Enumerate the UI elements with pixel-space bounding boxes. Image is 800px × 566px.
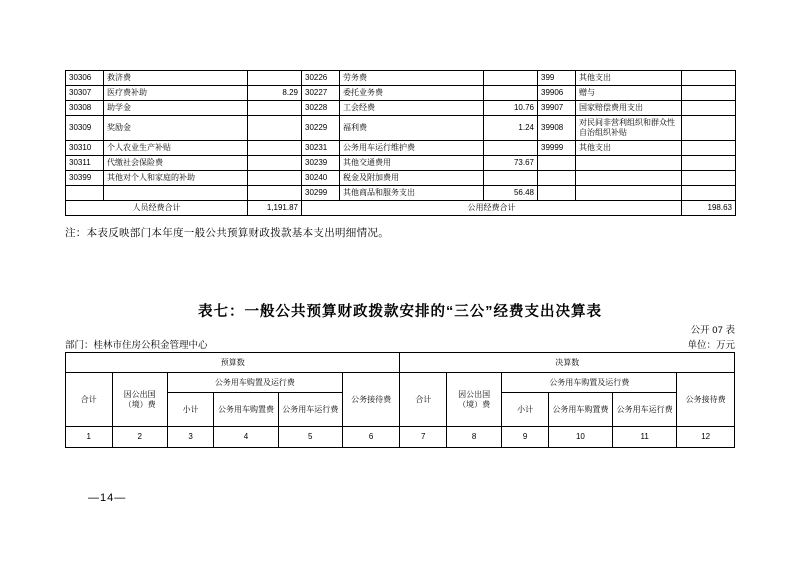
public-total-label: 公用经费合计 <box>302 201 682 216</box>
item-amount <box>484 71 538 86</box>
item-amount <box>682 171 736 186</box>
item-amount <box>484 171 538 186</box>
item-amount <box>248 156 302 171</box>
item-code: 30399 <box>66 171 104 186</box>
column-number-row <box>66 427 735 448</box>
item-code <box>538 171 576 186</box>
item-code: 30310 <box>66 141 104 156</box>
column-index: 9 <box>502 427 549 448</box>
table-row <box>66 71 736 86</box>
personnel-total-value: 1,191.87 <box>248 201 302 216</box>
item-name: 税金及附加费用 <box>340 171 484 186</box>
budget-vehicle-group-header: 公务用车购置及运行费 <box>167 373 342 393</box>
open-number: 公开 07 表 <box>690 325 735 336</box>
item-code: 39907 <box>538 101 576 116</box>
three-public-expenses-table <box>65 352 735 448</box>
budget-vehicle-operation-header: 公务用车运行费 <box>278 393 342 427</box>
item-amount <box>682 86 736 101</box>
item-code: 39908 <box>538 116 576 141</box>
item-amount <box>248 116 302 141</box>
item-code: 39999 <box>538 141 576 156</box>
item-code <box>538 156 576 171</box>
item-name: 助学金 <box>104 101 248 116</box>
final-group-header: 决算数 <box>400 353 735 373</box>
item-amount <box>682 101 736 116</box>
column-index: 5 <box>278 427 342 448</box>
column-index: 10 <box>548 427 612 448</box>
personnel-total-label: 人员经费合计 <box>66 201 248 216</box>
item-code: 30240 <box>302 171 340 186</box>
item-amount <box>682 186 736 201</box>
item-name: 福利费 <box>340 116 484 141</box>
item-amount: 56.48 <box>484 186 538 201</box>
item-name: 对民间非营利组织和群众性自治组织补贴 <box>576 116 682 141</box>
item-name: 公务用车运行维护费 <box>340 141 484 156</box>
item-name: 委托业务费 <box>340 86 484 101</box>
table-row <box>66 116 736 141</box>
item-code: 39906 <box>538 86 576 101</box>
item-code <box>538 186 576 201</box>
totals-row <box>66 201 736 216</box>
item-name: 国家赔偿费用支出 <box>576 101 682 116</box>
item-amount <box>682 141 736 156</box>
final-vehicle-group-header: 公务用车购置及运行费 <box>502 373 677 393</box>
table-row <box>66 186 736 201</box>
column-index: 2 <box>112 427 167 448</box>
item-code: 30231 <box>302 141 340 156</box>
item-code: 30227 <box>302 86 340 101</box>
item-name <box>104 186 248 201</box>
item-amount: 10.76 <box>484 101 538 116</box>
budget-group-header: 预算数 <box>66 353 400 373</box>
item-code: 30309 <box>66 116 104 141</box>
item-name <box>576 156 682 171</box>
table-row <box>66 86 736 101</box>
table-row <box>66 141 736 156</box>
unit-label: 单位：万元 <box>687 340 735 351</box>
page-title: 表七：一般公共预算财政拨款安排的“三公”经费支出决算表 <box>198 304 602 320</box>
budget-total-header: 合计 <box>66 373 113 427</box>
item-name: 赠与 <box>576 86 682 101</box>
item-amount <box>248 171 302 186</box>
item-name: 其他商品和服务支出 <box>340 186 484 201</box>
item-code: 399 <box>538 71 576 86</box>
item-name: 医疗费补助 <box>104 86 248 101</box>
page-number: —14— <box>88 492 127 504</box>
item-name: 其他支出 <box>576 141 682 156</box>
item-code: 30229 <box>302 116 340 141</box>
item-amount: 73.67 <box>484 156 538 171</box>
item-amount <box>248 101 302 116</box>
table-row <box>66 101 736 116</box>
budget-subtotal-header: 小计 <box>167 393 214 427</box>
item-name <box>576 171 682 186</box>
item-name: 奖励金 <box>104 116 248 141</box>
final-vehicle-operation-header: 公务用车运行费 <box>613 393 677 427</box>
item-amount <box>682 71 736 86</box>
item-name: 代缴社会保险费 <box>104 156 248 171</box>
budget-vehicle-purchase-header: 公务用车购置费 <box>214 393 278 427</box>
column-index: 12 <box>677 427 735 448</box>
table-row <box>66 156 736 171</box>
column-index: 1 <box>66 427 113 448</box>
budget-reception-header: 公务接待费 <box>342 373 400 427</box>
item-amount: 8.29 <box>248 86 302 101</box>
item-name: 个人农业生产补贴 <box>104 141 248 156</box>
item-code: 30299 <box>302 186 340 201</box>
item-amount <box>484 86 538 101</box>
item-code: 30226 <box>302 71 340 86</box>
item-code: 30311 <box>66 156 104 171</box>
column-index: 6 <box>342 427 400 448</box>
item-name <box>576 186 682 201</box>
budget-abroad-header: 因公出国（境）费 <box>112 373 167 427</box>
item-amount: 1.24 <box>484 116 538 141</box>
final-subtotal-header: 小计 <box>502 393 549 427</box>
column-index: 7 <box>400 427 447 448</box>
item-amount <box>248 141 302 156</box>
department-label: 部门：桂林市住房公积金管理中心 <box>65 340 208 351</box>
final-abroad-header: 因公出国（境）费 <box>446 373 501 427</box>
table-note: 注：本表反映部门本年度一般公共预算财政拨款基本支出明细情况。 <box>65 227 389 239</box>
item-name: 工会经费 <box>340 101 484 116</box>
item-name: 救济费 <box>104 71 248 86</box>
column-index: 3 <box>167 427 214 448</box>
final-vehicle-purchase-header: 公务用车购置费 <box>548 393 612 427</box>
item-amount <box>682 116 736 141</box>
item-code: 30228 <box>302 101 340 116</box>
item-name: 其他对个人和家庭的补助 <box>104 171 248 186</box>
item-code: 30308 <box>66 101 104 116</box>
column-index: 4 <box>214 427 278 448</box>
item-code <box>66 186 104 201</box>
item-code: 30307 <box>66 86 104 101</box>
item-code: 30306 <box>66 71 104 86</box>
item-name: 劳务费 <box>340 71 484 86</box>
final-reception-header: 公务接待费 <box>677 373 735 427</box>
item-amount <box>682 156 736 171</box>
basic-expenditure-detail-table <box>65 70 736 216</box>
item-amount <box>248 186 302 201</box>
table-row <box>66 171 736 186</box>
item-name: 其他支出 <box>576 71 682 86</box>
item-name: 其他交通费用 <box>340 156 484 171</box>
public-total-value: 198.63 <box>682 201 736 216</box>
item-code: 30239 <box>302 156 340 171</box>
item-amount <box>484 141 538 156</box>
column-index: 11 <box>613 427 677 448</box>
final-total-header: 合计 <box>400 373 447 427</box>
item-amount <box>248 71 302 86</box>
column-index: 8 <box>446 427 501 448</box>
